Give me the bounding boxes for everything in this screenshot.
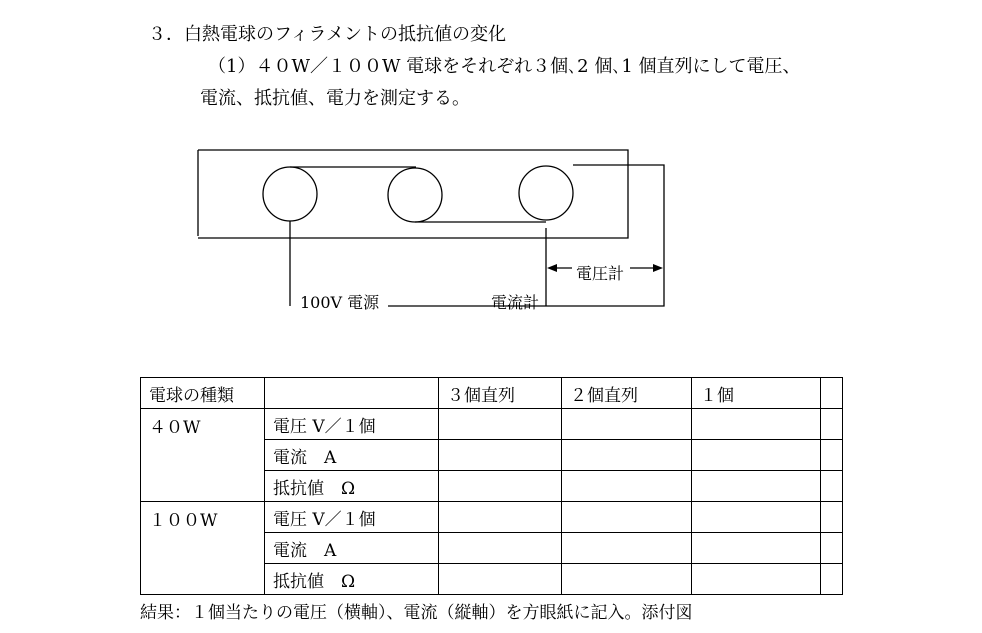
header-extra: [821, 378, 843, 409]
table-cell: [562, 440, 692, 471]
table-cell: [562, 409, 692, 440]
conclusion-text: 結果：１個当たりの電圧（横軸）、電流（縦軸）を方眼紙に記入。添付図: [140, 603, 693, 623]
table-cell: [821, 564, 843, 595]
header-1-bulb: １個: [692, 378, 821, 409]
bulb-2: [388, 168, 442, 222]
table-cell: [692, 502, 821, 533]
table-cell: [692, 471, 821, 502]
table-cell: [821, 533, 843, 564]
header-bulb-type: 電球の種類: [141, 378, 265, 409]
table-cell: [439, 471, 562, 502]
row-label: 電流 A: [265, 533, 439, 564]
table-cell: [692, 533, 821, 564]
table-cell: [439, 409, 562, 440]
table-cell: [562, 471, 692, 502]
table-cell: [821, 471, 843, 502]
table-cell: [439, 502, 562, 533]
table-row: [141, 409, 843, 440]
power-source-label: 100V 電源: [300, 293, 380, 312]
row-label: 電流 A: [265, 440, 439, 471]
table-cell: [692, 440, 821, 471]
arrow-head-right: [653, 264, 663, 272]
table-cell: [692, 409, 821, 440]
header-2-series: ２個直列: [562, 378, 692, 409]
table-cell: [439, 440, 562, 471]
description-line-2: 電流、抵抗値、電力を測定する。: [200, 88, 470, 109]
bulb-1: [263, 167, 317, 221]
table-cell: [439, 533, 562, 564]
table-cell: [692, 564, 821, 595]
header-quantity: [265, 378, 439, 409]
row-label: 抵抗値 Ω: [265, 564, 439, 595]
table-cell: [439, 564, 562, 595]
row-label: 電圧 V／１個: [265, 409, 439, 440]
arrow-head-left: [547, 264, 557, 272]
section-heading: ３．白熱電球のフィラメントの抵抗値の変化: [148, 24, 507, 45]
row-label: 電圧 V／１個: [265, 502, 439, 533]
voltmeter-loop: [546, 165, 664, 306]
bulb-3: [519, 166, 573, 220]
table-header-row: [141, 378, 843, 409]
table-cell: [821, 440, 843, 471]
table-cell: [562, 533, 692, 564]
bulb-type-40w: ４０W: [141, 409, 265, 502]
table-cell: [821, 409, 843, 440]
ammeter-label: 電流計: [491, 293, 540, 312]
row-label: 抵抗値 Ω: [265, 471, 439, 502]
table-cell: [821, 502, 843, 533]
header-3-series: ３個直列: [439, 378, 562, 409]
voltmeter-label: 電圧計: [576, 264, 625, 283]
description-line-1: （1）４０W／１００W 電球をそれぞれ３個､2 個､1 個直列にして電圧、: [208, 56, 801, 77]
bulb-type-100w: １００W: [141, 502, 265, 595]
table-row: [141, 502, 843, 533]
measurement-table: [140, 377, 843, 595]
table-cell: [562, 502, 692, 533]
table-cell: [562, 564, 692, 595]
